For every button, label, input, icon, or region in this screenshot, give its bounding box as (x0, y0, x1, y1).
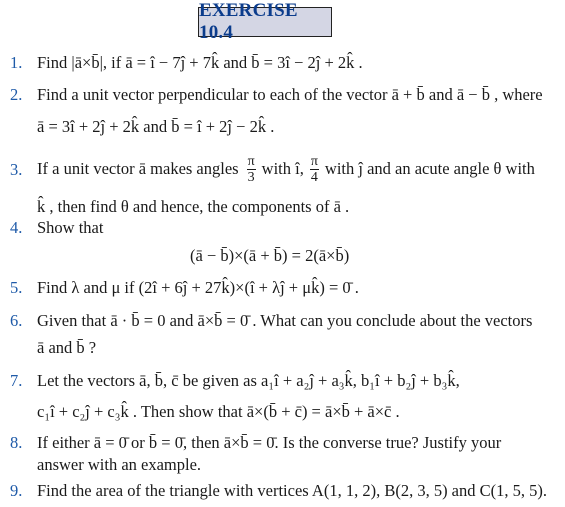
question-number-3: 3. (10, 160, 23, 179)
question-3-part-a: If a unit vector ā makes angles (37, 159, 239, 178)
question-3-line-1 (37, 149, 535, 189)
question-2-line-1: Find a unit vector perpendicular to each of the vector ā + b̄ and ā − b̄ , where (37, 85, 543, 104)
question-number-2: 2. (10, 85, 23, 104)
question-4-line-1: Show that (37, 218, 104, 237)
question-3-part-c: with ĵ and an acute angle θ with (324, 159, 535, 178)
question-8-line-2: answer with an example. (37, 455, 202, 474)
question-4-equation: (ā − b̄)×(ā + b̄) = 2(ā×b̄) (190, 246, 350, 265)
fraction-1-numerator: π (247, 153, 255, 169)
question-number-4: 4. (10, 218, 23, 237)
question-number-5: 5. (10, 278, 23, 297)
fraction-pi-over-3 (247, 154, 256, 185)
question-1-text: Find |ā×b̄|, if ā = î − 7ĵ + 7k̂ and b̄ = 3î − 2ĵ + 2k̂ . (37, 53, 363, 72)
exercise-title-box (198, 0, 332, 43)
question-3-part-b: with î, (261, 159, 304, 178)
question-number-8: 8. (10, 433, 23, 452)
question-2-line-2: ā = 3î + 2ĵ + 2k̂ and b̄ = î + 2ĵ − 2k̂ . (37, 117, 275, 136)
fraction-1-denominator: 3 (247, 169, 255, 185)
fraction-pi-over-4 (310, 154, 319, 185)
question-8-line-1: If either ā = 0̄ or b̄ = 0̄, then ā×b̄ = 0̄. Is the converse true? Justify your (37, 433, 502, 452)
question-3-line-2: k̂ , then find θ and hence, the components of ā . (37, 197, 350, 216)
question-number-7: 7. (10, 371, 23, 390)
question-number-6: 6. (10, 311, 23, 330)
question-5-text: Find λ and μ if (2î + 6ĵ + 27k̂)×(î + λĵ + μk̂) = 0̄ . (37, 278, 359, 297)
question-7-line-1: Let the vectors ā, b̄, c̄ be given as a₁î + a₂ĵ + a₃k̂, b₁î + b₂ĵ + b₃k̂, (37, 371, 460, 390)
fraction-2-denominator: 4 (310, 169, 318, 185)
question-6-line-1: Given that ā · b̄ = 0 and ā×b̄ = 0̄ . What can you conclude about the vectors (37, 311, 533, 330)
question-9-text: Find the area of the triangle with vertices A(1, 1, 2), B(2, 3, 5) and C(1, 5, 5). (37, 481, 548, 500)
question-6-line-2: ā and b̄ ? (37, 338, 97, 357)
question-number-1: 1. (10, 53, 23, 72)
fraction-2-numerator: π (310, 153, 318, 169)
question-number-9: 9. (10, 481, 23, 500)
question-7-line-2: c₁î + c₂ĵ + c₃k̂ . Then show that ā×(b̄ + c̄) = ā×b̄ + ā×c̄ . (37, 402, 400, 421)
exercise-title: EXERCISE 10.4 (199, 0, 298, 43)
